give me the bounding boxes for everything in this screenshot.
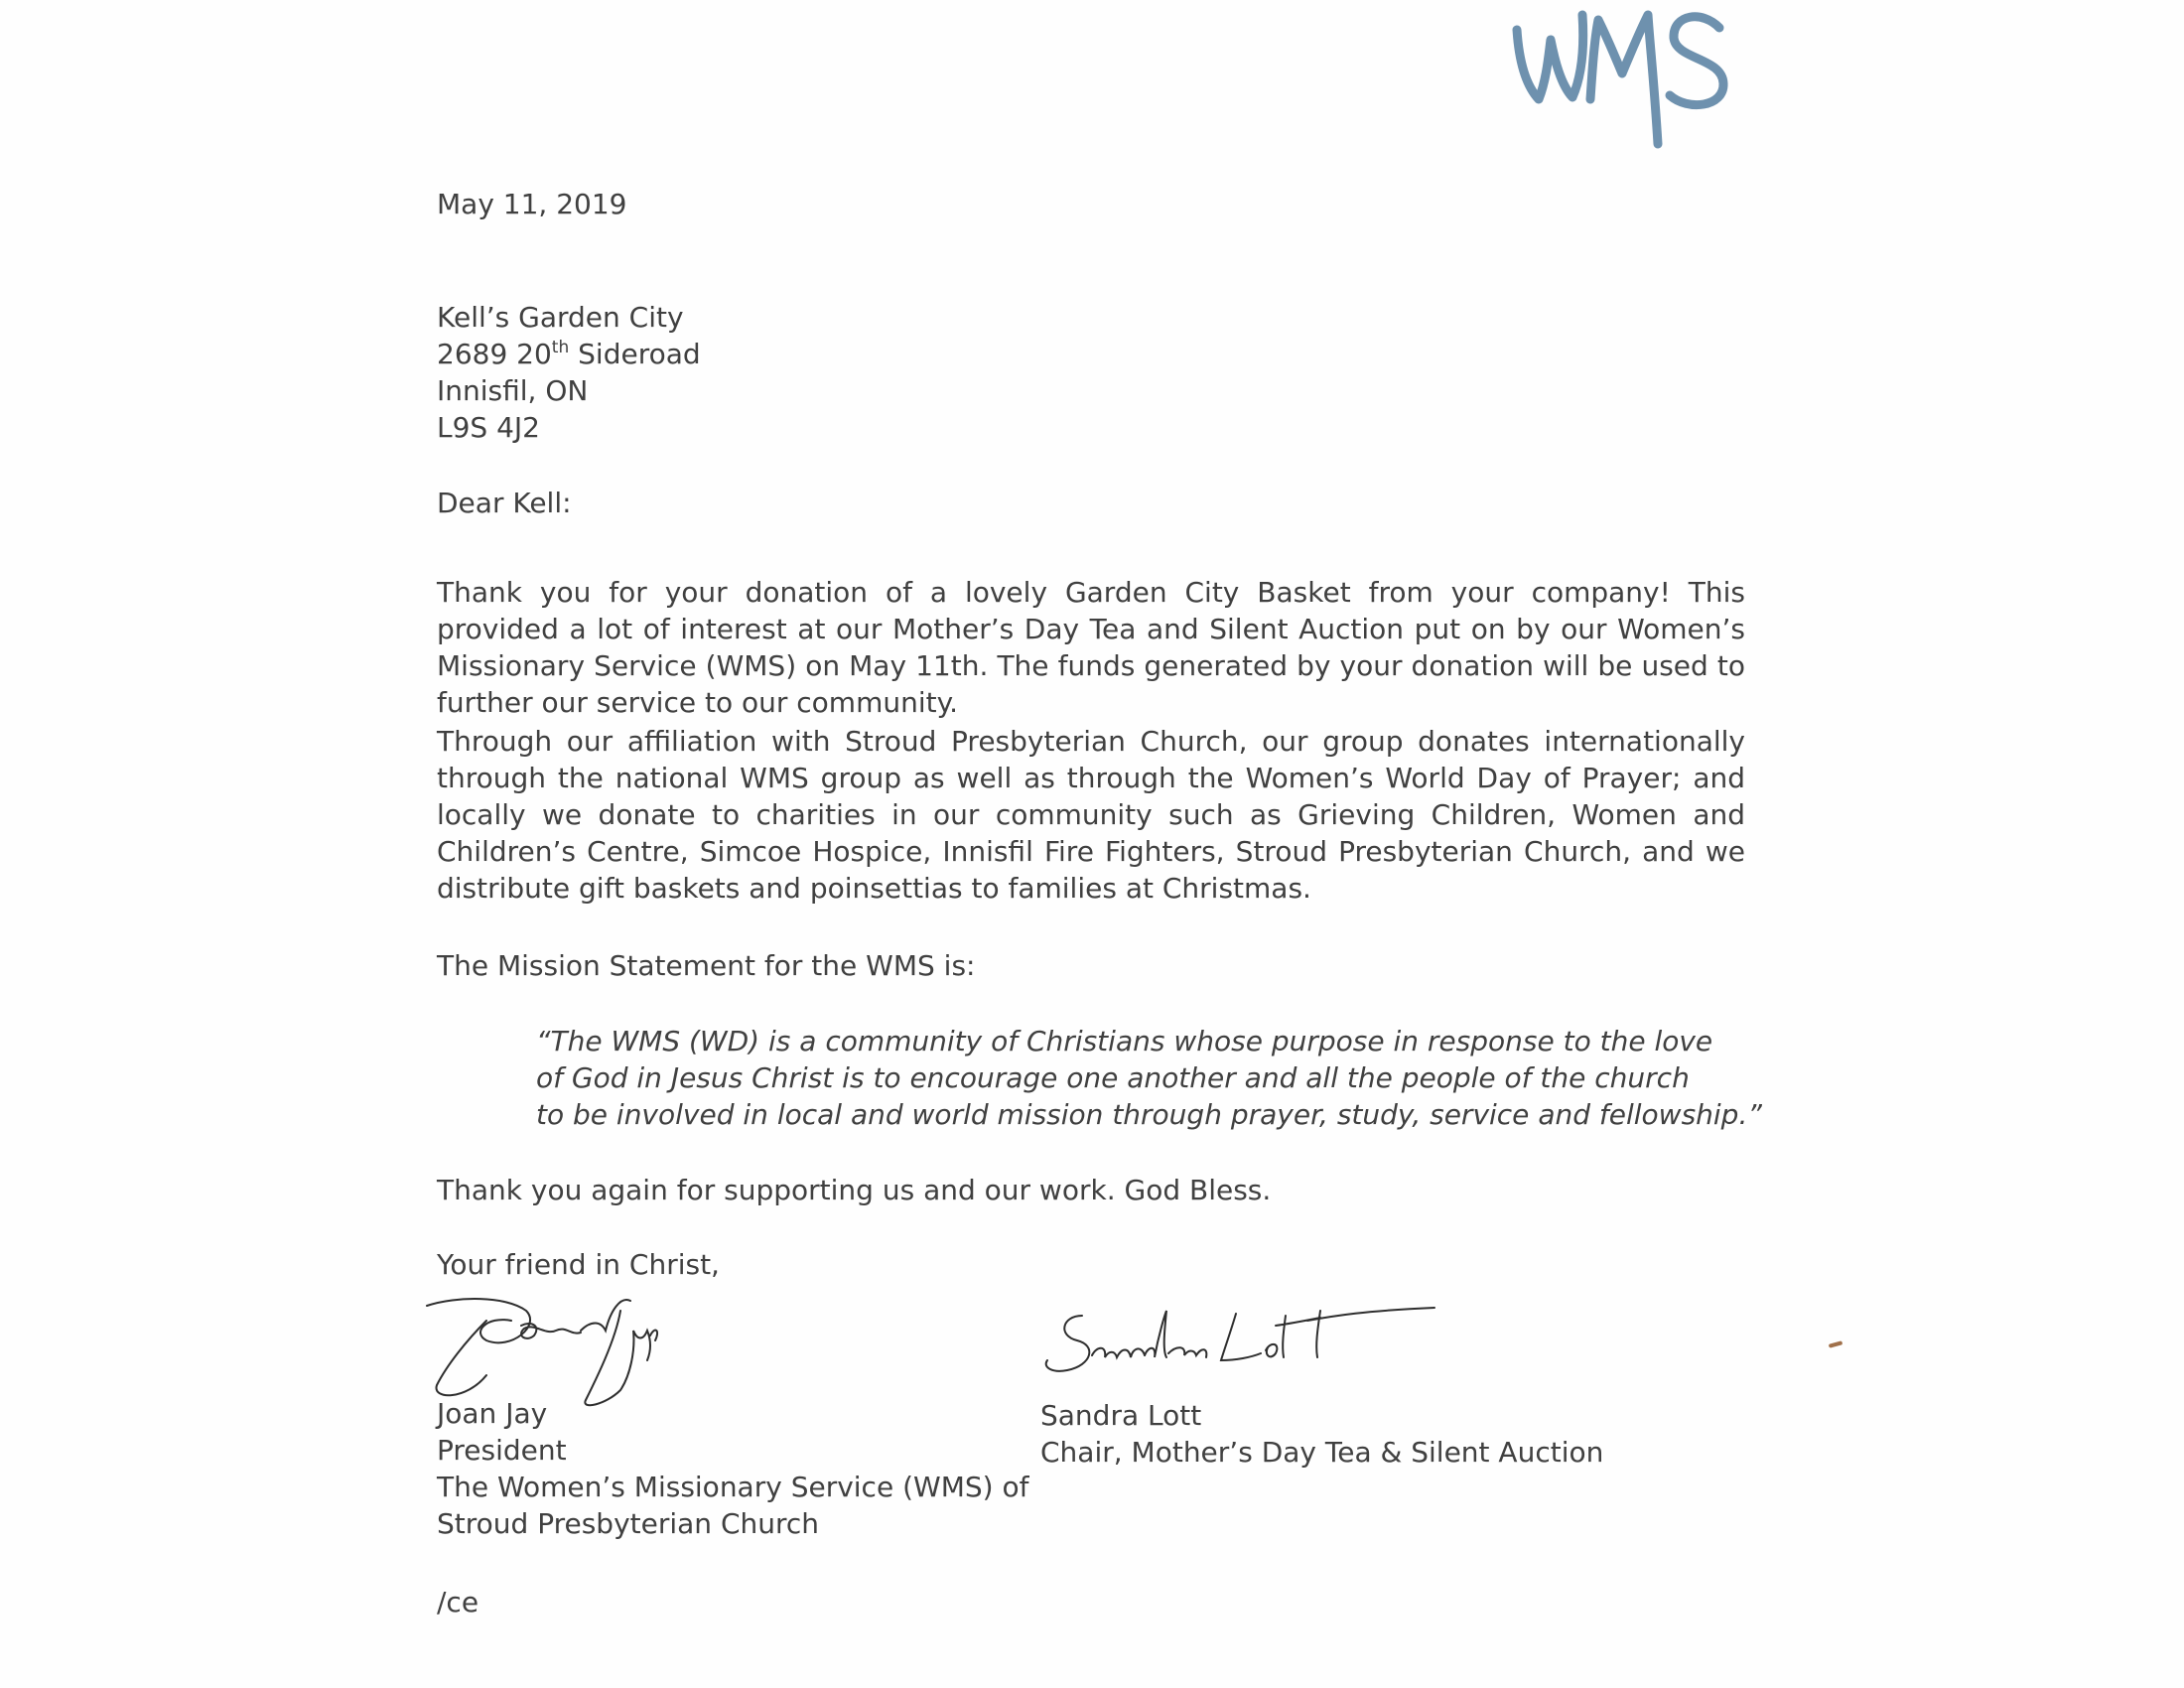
- thanks-line: Thank you again for supporting us and our work. God Bless.: [437, 1174, 1272, 1206]
- wms-logo: [1499, 0, 1737, 159]
- closing: Your friend in Christ,: [437, 1248, 720, 1281]
- letter-date: May 11, 2019: [437, 188, 627, 220]
- signer-name: Joan Jay: [437, 1397, 548, 1430]
- salutation: Dear Kell:: [437, 487, 572, 519]
- body-paragraph-2: Through our affiliation with Stroud Presbyterian Church, our group donates internationally through the national WMS group as well as through the Women’s World Day of Prayer; and locally we donate to charities in our community such as Grieving Children, Women and Children’s Centre, Simcoe Hospice, Innisfil Fire Fighters, Stroud Presbyterian Church, and we distribute gift baskets and poinsettias to families at Christmas.: [437, 725, 1745, 905]
- signer-title: President: [437, 1434, 567, 1467]
- typist-initials: /ce: [437, 1586, 479, 1618]
- signer-block-joan-jay: [437, 1395, 1028, 1542]
- signature-joan-jay: [417, 1281, 745, 1410]
- scan-speck: [1829, 1340, 1843, 1347]
- signer-org: The Women’s Missionary Service (WMS) of: [437, 1471, 1029, 1503]
- recipient-name: Kell’s Garden City: [437, 301, 684, 334]
- mission-intro: The Mission Statement for the WMS is:: [437, 949, 976, 982]
- mission-quote-line: to be involved in local and world mission through prayer, study, service and fellowship.”: [536, 1098, 1762, 1131]
- mission-statement-quote: [536, 1023, 1762, 1133]
- recipient-address: [437, 299, 701, 446]
- signer-name: Sandra Lott: [1040, 1399, 1202, 1432]
- recipient-postal: L9S 4J2: [437, 411, 540, 444]
- signer-block-sandra-lott: [1040, 1397, 1603, 1471]
- signer-title: Chair, Mother’s Day Tea & Silent Auction: [1040, 1436, 1604, 1469]
- recipient-street: 2689 20th Sideroad: [437, 338, 701, 370]
- mission-quote-line: of God in Jesus Christ is to encourage one another and all the people of the church: [536, 1061, 1690, 1094]
- mission-quote-line: “The WMS (WD) is a community of Christians whose purpose in response to the love: [536, 1025, 1713, 1057]
- signature-sandra-lott: [1037, 1296, 1454, 1390]
- body-paragraph-1: Thank you for your donation of a lovely Garden City Basket from your company! This provided a lot of interest at our Mother’s Day Tea and Silent Auction put on by our Women’s Missionary Service (WMS) on May 11th. The funds generated by your donation will be used to further our service to our community.: [437, 576, 1745, 719]
- signer-org: Stroud Presbyterian Church: [437, 1507, 820, 1540]
- recipient-city: Innisfil, ON: [437, 374, 589, 407]
